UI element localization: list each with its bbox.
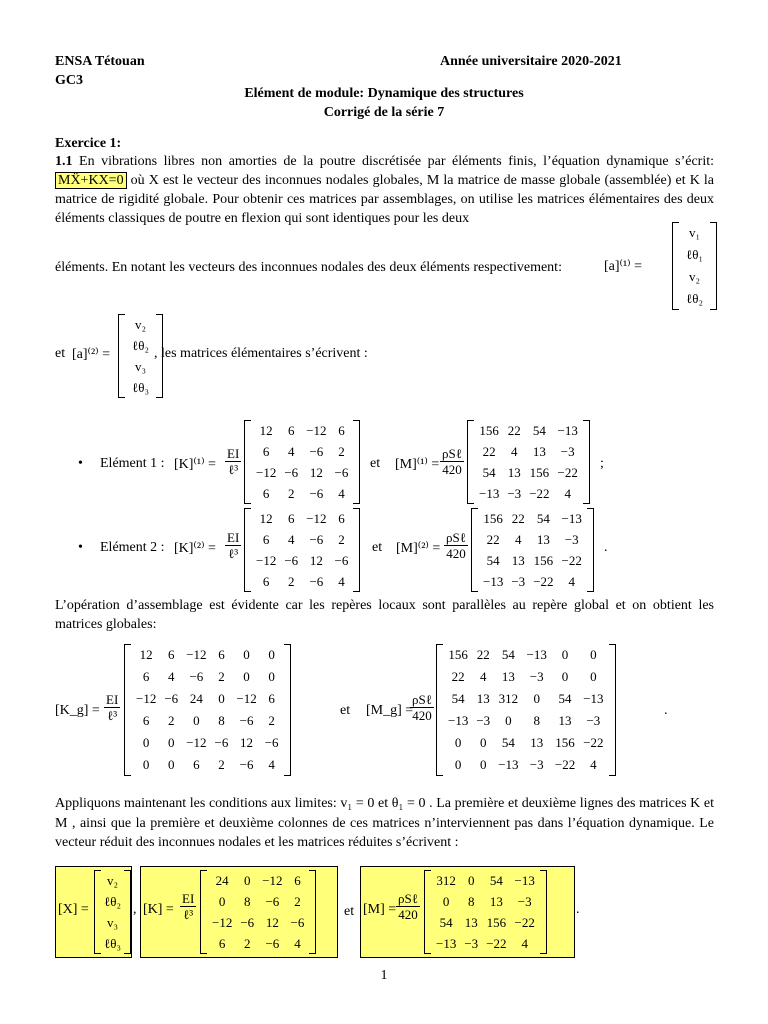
me-cell: −13 [561, 510, 582, 526]
mg-cell: 0 [480, 757, 487, 772]
me-cell: 156 [483, 510, 503, 526]
mr-cell: 54 [439, 914, 453, 930]
mg-cell: 54 [558, 691, 572, 706]
kg-cell: 6 [193, 757, 200, 772]
mr-cell: −3 [517, 893, 532, 909]
ke-cell: 6 [262, 443, 270, 459]
ke-cell: −12 [306, 510, 327, 526]
kr-cell: −6 [290, 914, 305, 930]
me-cell: 54 [536, 510, 550, 526]
mg-cell: −3 [529, 757, 544, 772]
M1-matrix [467, 420, 590, 504]
kg-cell: 0 [268, 647, 275, 662]
period-2: . [664, 703, 668, 718]
et-2: et [372, 540, 383, 555]
kg-cell: 2 [218, 757, 225, 772]
kg-cell: 2 [168, 713, 175, 728]
mg-cell: 0 [533, 691, 540, 706]
ke-cell: −6 [309, 573, 324, 589]
kg-cell: −12 [186, 735, 207, 750]
kr-cell: −6 [265, 893, 280, 909]
kg-cell: 0 [268, 669, 275, 684]
kg-cell: 6 [142, 669, 150, 684]
Kg-label: [K_g] = [55, 703, 100, 718]
me-cell: −3 [564, 531, 579, 547]
me-cell: 54 [532, 422, 546, 438]
mr-cell: −22 [514, 914, 535, 930]
mg-cell: 54 [451, 691, 465, 706]
mg-cell: 0 [561, 647, 569, 662]
mg-cell: −13 [526, 647, 547, 662]
kg-cell: 6 [142, 713, 150, 728]
a1-cell: ℓθ₁ [686, 247, 703, 262]
kr-cell: 6 [218, 935, 226, 951]
module-title: Elément de module: Dynamique des structures [244, 86, 524, 101]
mg-cell: 0 [561, 669, 569, 684]
kr-cell: 4 [294, 935, 301, 951]
me-cell: 4 [568, 573, 575, 589]
kr-cell: 6 [294, 872, 301, 888]
ke-cell: 4 [338, 485, 345, 501]
K2-label: [K]⁽²⁾ = [174, 541, 216, 556]
kg-cell: 0 [193, 713, 200, 728]
kg-cell: 0 [218, 691, 225, 706]
kg-cell: 8 [218, 713, 225, 728]
ke-cell: 12 [259, 510, 273, 526]
mg-cell: 13 [501, 669, 515, 684]
Mr-factor: ρSℓ 420 [398, 891, 418, 922]
dynamic-equation: MẌ+KX=0 [55, 172, 127, 189]
ke-cell: 4 [288, 531, 295, 547]
paragraph-2: éléments. En notant les vecteurs des inconnues nodales des deux éléments respectivement: [55, 260, 562, 275]
x-cell: v₃ [106, 914, 119, 930]
mg-cell: 8 [533, 713, 540, 728]
paragraph-1-rest: où X est le vecteur des inconnues nodales globales, M la matrice de masse globale (assemblée) et K la matrice de rigidité globale. Pour obtenir ces matrices par assemblages, on utilise les matrices élémentaires des deux éléments classiques de poutre en flexion qui sont identiques pour les deux [55, 173, 714, 226]
ke-cell: −12 [306, 422, 327, 438]
kr-cell: −6 [265, 935, 280, 951]
K2-matrix [244, 508, 360, 592]
exercise-heading: Exercice 1: [55, 136, 122, 151]
Kr-matrix [200, 870, 316, 954]
mr-cell: −22 [486, 935, 507, 951]
mg-cell: −13 [448, 713, 469, 728]
kr-cell: −12 [262, 872, 283, 888]
et-4: et [344, 904, 355, 919]
mg-cell: 0 [590, 647, 597, 662]
kg-cell: 24 [189, 691, 203, 706]
ke-cell: 12 [309, 464, 323, 480]
ke-cell: −6 [309, 531, 324, 547]
ke-cell: −6 [334, 464, 349, 480]
ke-cell: 6 [262, 573, 270, 589]
a2-cell: v₃ [134, 358, 147, 374]
M2-label: [M]⁽²⁾ = [396, 541, 441, 556]
me-cell: 4 [511, 443, 518, 459]
kr-cell: −12 [212, 914, 233, 930]
comma-1: , [133, 902, 137, 917]
Kg-factor: EI ℓ³ [106, 692, 119, 723]
Kr-label: [K] = [143, 902, 174, 917]
kg-cell: −6 [239, 757, 254, 772]
a2-cell: ℓθ₂ [132, 337, 149, 353]
mg-cell: 0 [505, 713, 512, 728]
mg-cell: 54 [501, 735, 515, 750]
me-cell: 156 [533, 552, 554, 568]
me-cell: 54 [486, 552, 500, 568]
ke-cell: 2 [288, 573, 295, 589]
me-cell: −13 [479, 485, 500, 501]
a2-cell: v₂ [134, 316, 147, 332]
mr-cell: 4 [521, 935, 528, 951]
kg-cell: −12 [236, 691, 257, 706]
kg-cell: 2 [268, 713, 275, 728]
mr-cell: 0 [442, 893, 450, 909]
mr-cell: −13 [514, 872, 535, 888]
a1-cell: ℓθ₂ [686, 291, 703, 306]
kg-cell: −6 [239, 713, 254, 728]
et-label: et [55, 346, 66, 361]
me-cell: −3 [511, 573, 526, 589]
kg-cell: 12 [139, 647, 153, 662]
mg-cell: 4 [480, 669, 487, 684]
ke-cell: 2 [288, 485, 295, 501]
mg-cell: 0 [480, 735, 487, 750]
Kr-factor: EI ℓ³ [182, 891, 195, 922]
me-cell: −13 [557, 422, 578, 438]
ke-cell: −6 [334, 552, 349, 568]
mg-cell: −22 [583, 735, 604, 750]
ke-cell: 2 [338, 531, 345, 547]
ke-cell: −12 [256, 464, 277, 480]
ke-cell: 12 [259, 422, 273, 438]
ke-cell: 6 [338, 510, 345, 526]
a2-label: [a]⁽²⁾ = [72, 347, 111, 362]
kg-cell: −6 [164, 691, 179, 706]
x-cell: ℓθ₃ [104, 935, 121, 951]
ke-cell: 6 [338, 422, 345, 438]
kg-cell: 0 [168, 757, 175, 772]
kg-cell: 2 [218, 669, 225, 684]
me-cell: 22 [482, 443, 496, 459]
Mg-label: [M_g] = [366, 703, 414, 718]
me-cell: 22 [511, 510, 525, 526]
ke-cell: 6 [262, 485, 270, 501]
me-cell: −3 [560, 443, 575, 459]
et-1: et [370, 456, 381, 471]
X-label: [X] = [58, 902, 89, 917]
paragraph-3: , les matrices élémentaires s’écrivent : [154, 346, 368, 361]
M1-label: [M]⁽¹⁾ = [395, 457, 440, 472]
Mr-label: [M] = [363, 902, 397, 917]
me-cell: 54 [482, 464, 496, 480]
mr-cell: 54 [489, 872, 503, 888]
mg-cell: 0 [454, 757, 462, 772]
kg-cell: −6 [214, 735, 229, 750]
mr-cell: 8 [468, 893, 475, 909]
paragraph-1 [55, 152, 714, 228]
mg-cell: 13 [558, 713, 572, 728]
period-3: . [576, 902, 580, 917]
et-3: et [340, 703, 351, 718]
kg-cell: 4 [168, 669, 175, 684]
ke-cell: 4 [288, 443, 295, 459]
M2-matrix [471, 508, 594, 592]
kg-cell: 6 [168, 647, 175, 662]
kg-cell: −12 [186, 647, 207, 662]
mg-cell: 0 [454, 735, 462, 750]
kg-cell: −6 [264, 735, 279, 750]
me-cell: −22 [561, 552, 582, 568]
ke-cell: 6 [288, 510, 295, 526]
a1-label: [a]⁽¹⁾ = [604, 259, 643, 274]
question-number: 1.1 [55, 154, 73, 169]
mg-cell: −3 [529, 669, 544, 684]
K1-label: [K]⁽¹⁾ = [174, 457, 216, 472]
series-title: Corrigé de la série 7 [323, 105, 445, 120]
ke-cell: −6 [309, 443, 324, 459]
me-cell: 156 [479, 422, 499, 438]
me-cell: 13 [532, 443, 546, 459]
K1-matrix [244, 420, 360, 504]
kg-cell: −6 [189, 669, 204, 684]
element-1-label: Elément 1 : [100, 456, 165, 471]
bullet-2: • [78, 540, 83, 555]
X-vector [94, 870, 131, 954]
ke-cell: −12 [256, 552, 277, 568]
mg-cell: 4 [590, 757, 597, 772]
mg-cell: 22 [476, 647, 490, 662]
M1-factor: ρSℓ 420 [442, 446, 462, 477]
x-cell: ℓθ₂ [104, 893, 121, 909]
kg-cell: 6 [218, 647, 225, 662]
bullet-1: • [78, 456, 83, 471]
kr-cell: 8 [244, 893, 251, 909]
x-cell: v₂ [106, 872, 119, 888]
ke-cell: −6 [284, 552, 299, 568]
element-2-label: Elément 2 : [100, 540, 165, 555]
a1-vector [672, 222, 717, 310]
kr-cell: 0 [218, 893, 226, 909]
kr-cell: 24 [215, 872, 229, 888]
me-cell: −3 [507, 485, 522, 501]
kg-cell: 0 [243, 647, 250, 662]
kg-cell: 0 [243, 669, 250, 684]
ke-cell: 6 [262, 531, 270, 547]
me-cell: 4 [515, 531, 522, 547]
mg-cell: 13 [476, 691, 490, 706]
me-cell: 22 [507, 422, 521, 438]
me-cell: 13 [536, 531, 550, 547]
kg-cell: 0 [168, 735, 175, 750]
kg-cell: 0 [142, 735, 150, 750]
me-cell: 156 [529, 464, 550, 480]
department: GC3 [55, 73, 83, 88]
kg-cell: −12 [136, 691, 157, 706]
school-name: ENSA Tétouan [55, 54, 145, 69]
mr-cell: −13 [436, 935, 457, 951]
kr-cell: 0 [244, 872, 251, 888]
page-number: 1 [380, 968, 388, 983]
mr-cell: −3 [464, 935, 479, 951]
paragraph-5: Appliquons maintenant les conditions aux limites: v₁ = 0 et θ₁ = 0 . La première et deuxième lignes des matrices K et M , ainsi que la première et deuxième colonnes de ces matrices n’interviennent pas dans l’équation dynamique. Le vecteur réduit des inconnues nodales et les matrices réduites s’écrivent : [55, 796, 714, 850]
period-1: . [604, 540, 608, 555]
me-cell: 13 [507, 464, 521, 480]
Mg-factor: ρSℓ 420 [412, 692, 432, 723]
mg-cell: −13 [583, 691, 604, 706]
mg-cell: 22 [451, 669, 465, 684]
mr-cell: 0 [468, 872, 475, 888]
Kg-matrix [124, 644, 291, 776]
ke-cell: 2 [338, 443, 345, 459]
Mg-matrix [436, 644, 616, 776]
Mr-matrix [424, 870, 547, 954]
kg-cell: 12 [240, 735, 254, 750]
mg-cell: 0 [590, 669, 597, 684]
kr-cell: 2 [294, 893, 301, 909]
ke-cell: −6 [309, 485, 324, 501]
kg-cell: 6 [268, 691, 275, 706]
mg-cell: 54 [501, 647, 515, 662]
ke-cell: 12 [309, 552, 323, 568]
mg-cell: 13 [530, 735, 544, 750]
paragraph-1-text: En vibrations libres non amorties de la poutre discrétisée par éléments finis, l’équation dynamique s’écrit: [79, 154, 714, 169]
kg-cell: 4 [268, 757, 275, 772]
me-cell: 22 [486, 531, 500, 547]
semicolon: ; [600, 456, 604, 471]
mg-cell: −3 [476, 713, 491, 728]
me-cell: 13 [511, 552, 525, 568]
kr-cell: 12 [265, 914, 279, 930]
me-cell: 4 [564, 485, 571, 501]
me-cell: −22 [557, 464, 578, 480]
mg-cell: −13 [498, 757, 519, 772]
a2-cell: ℓθ₃ [132, 379, 149, 395]
mr-cell: 156 [486, 914, 507, 930]
kr-cell: −6 [240, 914, 255, 930]
mr-cell: 312 [436, 872, 456, 888]
a1-cell: v₂ [688, 269, 701, 284]
a1-cell: v₁ [688, 225, 701, 240]
kg-cell: 0 [142, 757, 150, 772]
mg-cell: 312 [498, 691, 519, 706]
kr-cell: 2 [244, 935, 251, 951]
K1-factor: EI ℓ³ [227, 446, 240, 477]
academic-year: Année universitaire 2020-2021 [440, 54, 622, 69]
ke-cell: −6 [284, 464, 299, 480]
K2-factor: EI ℓ³ [227, 530, 240, 561]
mr-cell: 13 [489, 893, 503, 909]
mr-cell: 13 [464, 914, 478, 930]
paragraph-4: L’opération d’assemblage est évidente car les repères locaux sont parallèles au repère global et on obtient les matrices globales: [55, 598, 714, 632]
mg-cell: 156 [555, 735, 575, 750]
ke-cell: 6 [288, 422, 295, 438]
ke-cell: 4 [338, 573, 345, 589]
mg-cell: 156 [448, 647, 468, 662]
mg-cell: −3 [586, 713, 601, 728]
M2-factor: ρSℓ 420 [446, 530, 466, 561]
me-cell: −13 [483, 573, 504, 589]
me-cell: −22 [533, 573, 554, 589]
mg-cell: −22 [554, 757, 576, 772]
me-cell: −22 [529, 485, 550, 501]
